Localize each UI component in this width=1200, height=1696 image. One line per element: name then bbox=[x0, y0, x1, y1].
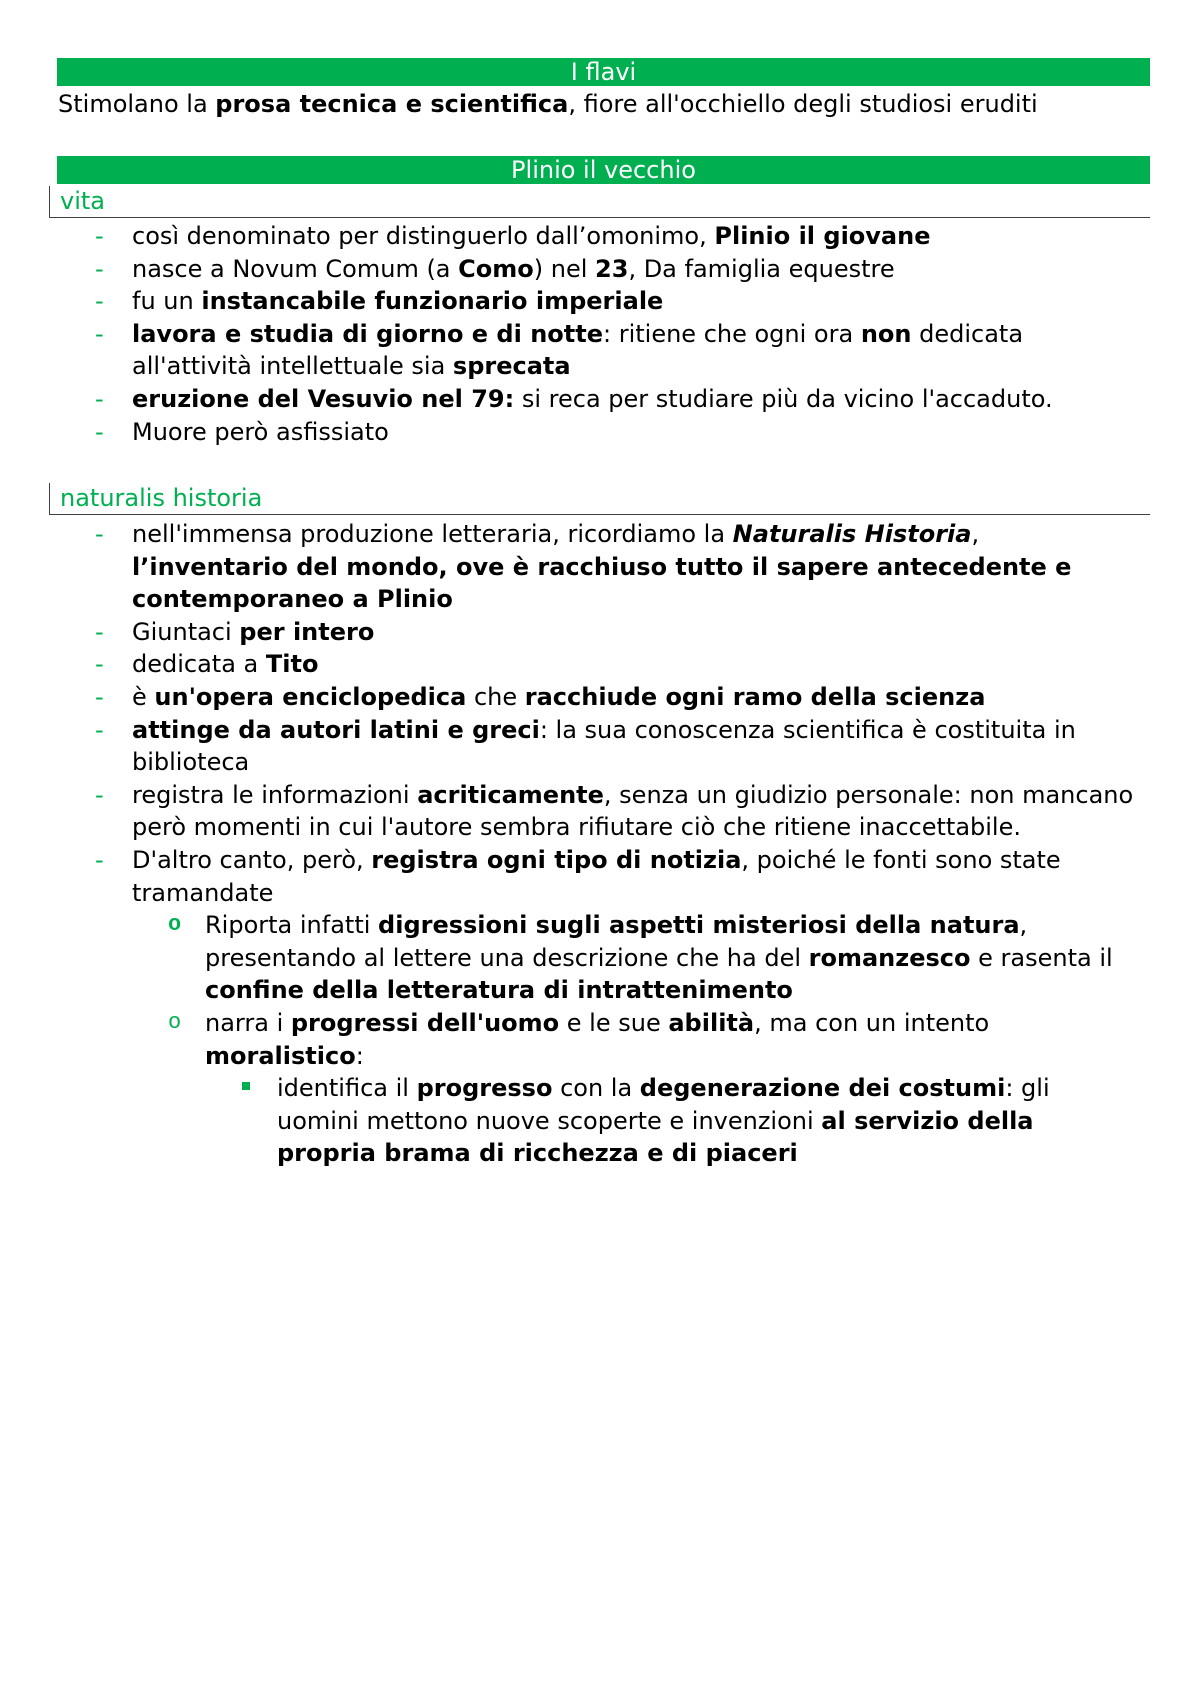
text-run: : ritiene che ogni ora bbox=[603, 319, 861, 348]
sub-list-item bbox=[0, 1007, 1200, 1170]
list-item bbox=[0, 714, 1200, 779]
text-line bbox=[205, 909, 1200, 942]
text-line bbox=[132, 877, 1200, 910]
dash-bullet-marker: - bbox=[95, 650, 104, 679]
bold-text: contemporaneo a Plinio bbox=[132, 585, 453, 614]
bold-text: lavora e studia di giorno e di notte bbox=[132, 319, 603, 348]
bold-text: un'opera enciclopedica bbox=[154, 682, 467, 711]
list-item bbox=[0, 383, 1200, 416]
text-run: , fiore all'occhiello degli studiosi eruditi bbox=[568, 90, 1038, 118]
text-run: uomini mettono nuove scoperte e invenzioni bbox=[277, 1106, 822, 1135]
bold-text: l’inventario del mondo, ove è racchiuso tutto il sapere antecedente e bbox=[132, 552, 1072, 581]
section-title: Plinio il vecchio bbox=[511, 156, 696, 184]
naturalis-list bbox=[0, 518, 1200, 1170]
text-line bbox=[132, 383, 1200, 416]
dash-bullet-marker: - bbox=[95, 384, 104, 413]
text-run: : bbox=[355, 1041, 364, 1070]
bold-text: eruzione del Vesuvio nel 79: bbox=[132, 384, 515, 413]
section-heading-naturalis-historia bbox=[49, 483, 1150, 515]
text-run: Giuntaci bbox=[132, 617, 240, 646]
bold-text: instancabile funzionario imperiale bbox=[201, 287, 664, 316]
text-run: narra i bbox=[205, 1008, 291, 1037]
text-line bbox=[132, 551, 1200, 584]
section-title-bar-flavi bbox=[57, 58, 1150, 86]
bold-text: per intero bbox=[239, 617, 375, 646]
sub-sub-list-item bbox=[0, 1072, 1200, 1170]
bold-text: al servizio della bbox=[821, 1106, 1034, 1135]
text-run: , bbox=[1019, 911, 1028, 940]
text-run: fu un bbox=[132, 287, 202, 316]
text-run: Riporta infatti bbox=[205, 911, 379, 940]
text-line bbox=[277, 1105, 1200, 1138]
text-run: così denominato per distinguerlo dall’omonimo, bbox=[132, 222, 715, 250]
heading-text: vita bbox=[60, 187, 105, 215]
bold-text: propria brama di ricchezza e di piaceri bbox=[277, 1139, 798, 1168]
text-line bbox=[132, 616, 1200, 649]
text-line bbox=[132, 583, 1200, 616]
list-item bbox=[0, 616, 1200, 649]
dash-bullet-marker: - bbox=[95, 222, 104, 250]
text-run: , Da famiglia equestre bbox=[628, 254, 895, 283]
text-run: Stimolano la bbox=[58, 90, 216, 118]
list-item bbox=[0, 416, 1200, 449]
text-line bbox=[277, 1072, 1200, 1105]
text-run: , poiché le fonti sono state bbox=[741, 845, 1061, 874]
bold-text: digressioni sugli aspetti misteriosi della natura bbox=[378, 911, 1020, 940]
section-title-bar-plinio bbox=[57, 156, 1150, 184]
dash-bullet-marker: - bbox=[95, 319, 104, 348]
text-run: però momenti in cui l'autore sembra rifiutare ciò che ritiene inaccettabile. bbox=[132, 813, 1021, 842]
text-run: , bbox=[971, 520, 980, 548]
sub-list-item bbox=[0, 909, 1200, 1007]
text-run: e rasenta il bbox=[970, 943, 1113, 972]
intro-paragraph bbox=[58, 88, 1038, 121]
text-line bbox=[205, 1007, 1200, 1040]
dash-bullet-marker: - bbox=[95, 780, 104, 809]
bold-text: racchiude ogni ramo della scienza bbox=[524, 682, 986, 711]
vita-list bbox=[0, 220, 1200, 448]
list-item bbox=[0, 648, 1200, 681]
text-line bbox=[132, 844, 1200, 877]
text-run: , senza un giudizio personale: non mancano bbox=[603, 780, 1134, 809]
list-item bbox=[0, 518, 1200, 616]
bold-text: progresso bbox=[416, 1074, 553, 1103]
text-run: nasce a Novum Comum (a bbox=[132, 254, 459, 283]
text-line bbox=[132, 681, 1200, 714]
section-heading-vita bbox=[49, 186, 1150, 218]
bold-text: Como bbox=[458, 254, 534, 283]
bold-text: Tito bbox=[265, 650, 319, 679]
bold-text: confine della letteratura di intrattenimento bbox=[205, 976, 793, 1005]
text-run: biblioteca bbox=[132, 748, 250, 777]
dash-bullet-marker: - bbox=[95, 287, 104, 316]
text-run: identifica il bbox=[277, 1074, 417, 1103]
text-line bbox=[132, 318, 1200, 351]
list-item bbox=[0, 253, 1200, 286]
dash-bullet-marker: - bbox=[95, 715, 104, 744]
text-run: dedicata a bbox=[132, 650, 266, 679]
dash-bullet-marker: - bbox=[95, 617, 104, 646]
list-item bbox=[0, 681, 1200, 714]
text-run: con la bbox=[552, 1074, 640, 1103]
section-title: I flavi bbox=[570, 58, 637, 86]
dash-bullet-marker: - bbox=[95, 682, 104, 711]
list-item bbox=[0, 779, 1200, 844]
text-run: è bbox=[132, 682, 155, 711]
text-run: si reca per studiare più da vicino l'accaduto. bbox=[514, 384, 1053, 413]
text-run: , ma con un intento bbox=[754, 1008, 990, 1037]
bold-italic-title: Naturalis Historia bbox=[732, 520, 972, 548]
circle-bullet-marker: o bbox=[168, 912, 182, 938]
text-run: : gli bbox=[1005, 1074, 1050, 1103]
text-run: Muore però asfissiato bbox=[132, 417, 389, 446]
text-line bbox=[205, 974, 1200, 1007]
circle-bullet-marker: o bbox=[168, 1009, 182, 1035]
text-line bbox=[205, 942, 1200, 975]
list-item bbox=[0, 220, 1200, 253]
bold-text: sprecata bbox=[452, 352, 571, 381]
dash-bullet-marker: - bbox=[95, 254, 104, 283]
bold-text: abilità bbox=[668, 1008, 755, 1037]
list-item bbox=[0, 318, 1200, 383]
text-line bbox=[277, 1137, 1200, 1170]
text-line bbox=[132, 779, 1200, 812]
dash-bullet-marker: - bbox=[95, 520, 104, 548]
text-line bbox=[132, 220, 1200, 253]
dash-bullet-marker: - bbox=[95, 845, 104, 874]
bold-text: attinge da autori latini e greci bbox=[132, 715, 540, 744]
text-run: D'altro canto, però, bbox=[132, 845, 372, 874]
list-item bbox=[0, 844, 1200, 1170]
text-run: dedicata bbox=[911, 319, 1024, 348]
dash-bullet-marker: - bbox=[95, 417, 104, 446]
bold-text: Plinio il giovane bbox=[714, 222, 931, 250]
text-line bbox=[132, 253, 1200, 286]
bold-text: romanzesco bbox=[808, 943, 971, 972]
bold-text: acriticamente bbox=[417, 780, 604, 809]
text-run: e le sue bbox=[559, 1008, 669, 1037]
square-bullet-icon bbox=[242, 1082, 250, 1090]
text-run: all'attività intellettuale sia bbox=[132, 352, 453, 381]
text-run: nell'immensa produzione letteraria, ricordiamo la bbox=[132, 520, 733, 548]
bold-text: moralistico bbox=[205, 1041, 356, 1070]
text-run: presentando al lettere una descrizione che ha del bbox=[205, 943, 809, 972]
text-line bbox=[132, 746, 1200, 779]
text-run: che bbox=[466, 682, 525, 711]
text-line bbox=[132, 518, 1200, 551]
bold-text: 23 bbox=[595, 254, 629, 283]
bold-text: degenerazione dei costumi bbox=[639, 1074, 1006, 1103]
text-line bbox=[132, 416, 1200, 449]
bold-text: non bbox=[860, 319, 912, 348]
list-item bbox=[0, 285, 1200, 318]
bold-text: prosa tecnica e scientifica bbox=[215, 90, 569, 118]
text-line bbox=[132, 350, 1200, 383]
sub-list bbox=[0, 909, 1200, 1170]
text-line bbox=[132, 811, 1200, 844]
text-run: registra le informazioni bbox=[132, 780, 418, 809]
text-run: ) nel bbox=[533, 254, 596, 283]
text-run: : la sua conoscenza scientifica è costituita in bbox=[539, 715, 1076, 744]
text-line bbox=[205, 1040, 1200, 1073]
text-run: tramandate bbox=[132, 878, 274, 907]
text-line bbox=[132, 648, 1200, 681]
bold-text: progressi dell'uomo bbox=[290, 1008, 560, 1037]
sub-sub-list bbox=[0, 1072, 1200, 1170]
heading-text: naturalis historia bbox=[60, 484, 263, 512]
bold-text: registra ogni tipo di notizia bbox=[371, 845, 742, 874]
text-line bbox=[132, 714, 1200, 747]
text-line bbox=[132, 285, 1200, 318]
